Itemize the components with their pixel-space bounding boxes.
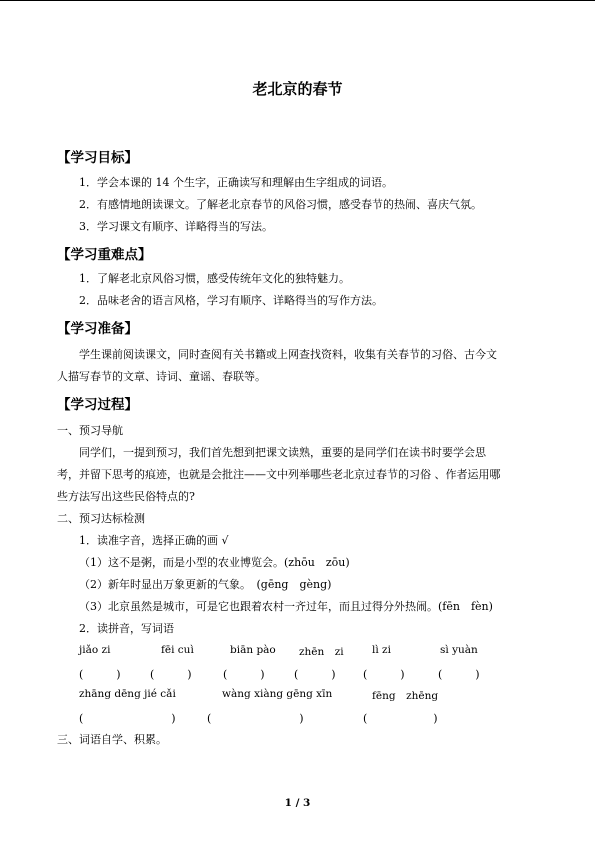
pinyin-word: sì yuàn	[440, 644, 478, 656]
pinyin-word: fēng zhēng	[372, 690, 439, 702]
q1-item: （2）新年时显出万象更新的气象。 (gēng gèng)	[79, 578, 332, 591]
part1-title: 一、预习导航	[57, 424, 123, 437]
pinyin-word: biān pào	[230, 644, 276, 656]
pinyin-word: zhāng dēng jié cǎi	[79, 688, 176, 700]
part3-title: 三、词语自学、积累。	[57, 733, 167, 746]
process-heading: 【学习过程】	[57, 397, 138, 413]
answer-blank[interactable]: ( )	[363, 712, 438, 725]
part1-line: 同学们，一提到预习，我们首先想到把课文读熟，重要的是同学们在读书时要学会思	[79, 446, 486, 459]
key-point-item: 2．品味老舍的语言风格，学习有顺序、详略得当的写作方法。	[79, 294, 383, 307]
answer-blank[interactable]: ( )	[294, 668, 336, 681]
answer-blank[interactable]: ( )	[79, 712, 176, 725]
answer-blank[interactable]: ( )	[438, 668, 480, 681]
goal-item: 2．有感情地朗读课文。了解老北京春节的风俗习惯，感受春节的热闹、喜庆气氛。	[79, 198, 482, 211]
pinyin-word: lì zi	[372, 644, 391, 656]
part2-title: 二、预习达标检测	[57, 512, 145, 525]
answer-blank[interactable]: ( )	[150, 668, 192, 681]
top-rule	[0, 0, 595, 1]
goals-heading: 【学习目标】	[57, 150, 138, 166]
q1-title: 1．读准字音，选择正确的画 √	[79, 534, 229, 547]
q2-title: 2．读拼音，写词语	[79, 622, 174, 635]
preparation-line: 学生课前阅读课文，同时查阅有关书籍或上网查找资料，收集有关春节的习俗、古今文	[79, 348, 497, 361]
pinyin-word: zhēn zi	[299, 646, 344, 658]
answer-blank[interactable]: ( )	[207, 712, 304, 725]
page-title: 老北京的春节	[252, 80, 343, 98]
preparation-heading: 【学习准备】	[57, 321, 138, 337]
pinyin-word: jiǎo zi	[79, 644, 111, 656]
part1-line: 些方法写出这些民俗特点的?	[57, 490, 195, 503]
q1-item: （3）北京虽然是城市，可是它也跟着农村一齐过年，而且过得分外热闹。(fēn fèn)	[79, 600, 493, 613]
answer-blank[interactable]: ( )	[79, 668, 121, 681]
page-number: 1 / 3	[284, 797, 311, 809]
pinyin-word: wàng xiàng gēng xīn	[222, 688, 333, 700]
key-points-heading: 【学习重难点】	[57, 247, 152, 263]
key-point-item: 1．了解老北京风俗习惯，感受传统年文化的独特魅力。	[79, 272, 350, 285]
goal-item: 1．学会本课的 14 个生字，正确读写和理解由生字组成的词语。	[79, 176, 393, 189]
part1-line: 考，并留下思考的痕迹，也就是会批注——文中列举哪些老北京过春节的习俗 、作者运用哪	[57, 468, 501, 481]
goal-item: 3．学习课文有顺序、详略得当的写法。	[79, 220, 273, 233]
answer-blank[interactable]: ( )	[223, 668, 265, 681]
q1-item: （1）这不是粥，而是小型的农业博览会。(zhōu zōu)	[79, 556, 350, 569]
preparation-line: 人描写春节的文章、诗词、童谣、春联等。	[57, 370, 266, 383]
answer-blank[interactable]: ( )	[363, 668, 405, 681]
pinyin-word: fēi cuì	[161, 644, 194, 656]
